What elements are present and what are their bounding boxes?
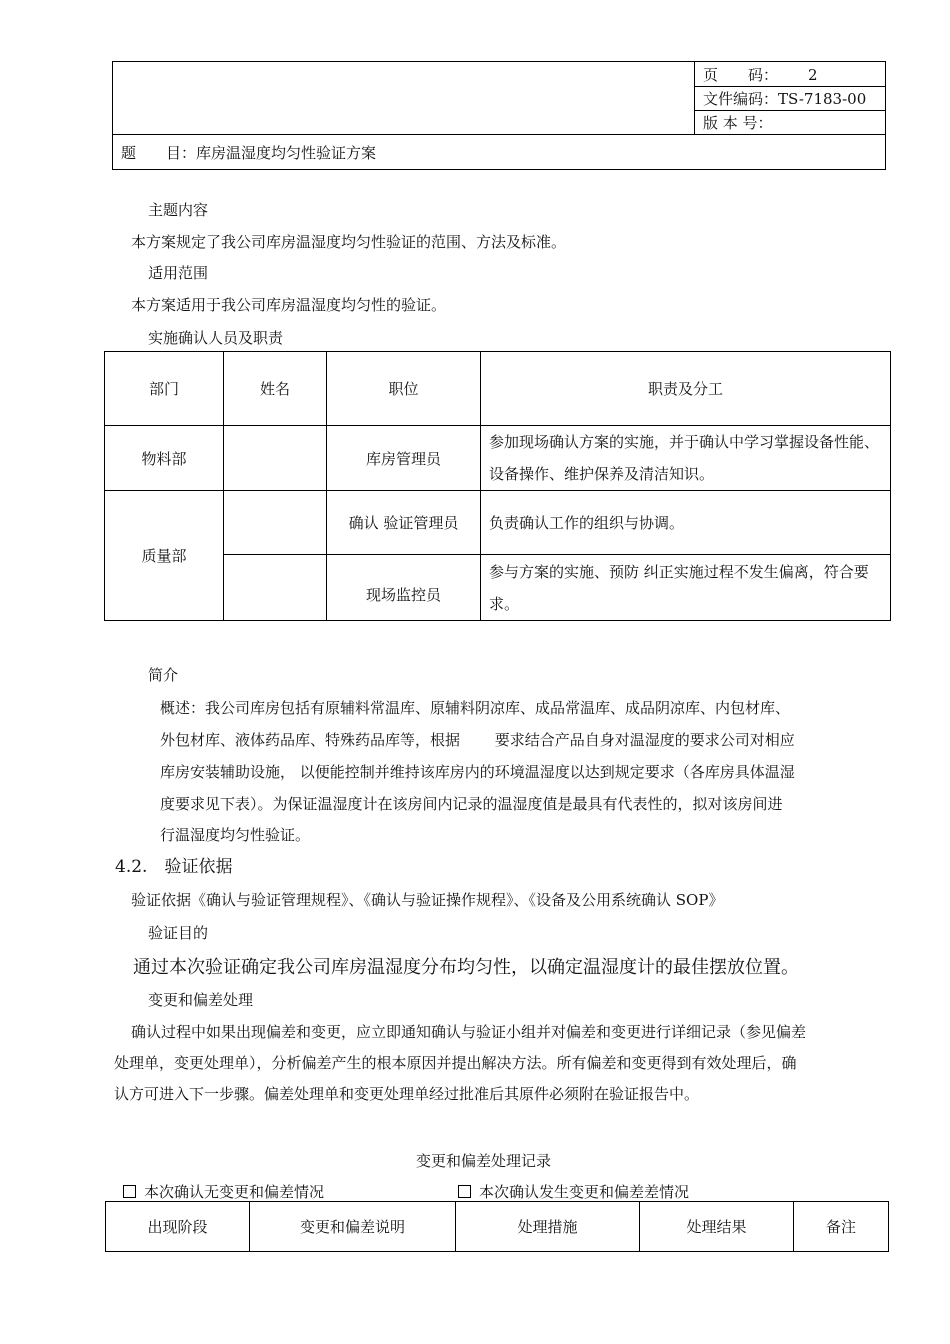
page-number-cell [695, 62, 886, 87]
record-title: 变更和偏差处理记录 [416, 1152, 552, 1170]
table-header-row [106, 1202, 889, 1252]
cell-position: 确认 验证管理员 [327, 491, 481, 555]
document-title: 库房温湿度均匀性验证方案 [196, 143, 377, 162]
table-row [105, 491, 891, 555]
col-header-duty: 职责及分工 [481, 352, 891, 426]
section-scope-heading: 适用范围 [148, 264, 209, 282]
change-paragraph-line: 确认过程中如果出现偏差和变更，应立即通知确认与验证小组并对偏差和变更进行详细记录（参见偏差 [131, 1023, 807, 1041]
col-header-measures: 处理措施 [456, 1202, 640, 1252]
section-subject-heading: 主题内容 [148, 201, 209, 219]
cell-name [224, 491, 327, 555]
option-no-change[interactable] [123, 1181, 324, 1202]
intro-line: 度要求见下表）。为保证温湿度计在该房间内记录的温湿度值是最具有代表性的，拟对该房间进 [160, 795, 783, 813]
section-purpose-body: 通过本次验证确定我公司库房温湿度分布均匀性，以确定温湿度计的最佳摆放位置。 [133, 957, 799, 978]
personnel-table [104, 351, 891, 621]
col-header-stage: 出现阶段 [106, 1202, 250, 1252]
checkbox-icon[interactable] [123, 1185, 136, 1198]
doc-code-cell [695, 87, 886, 111]
col-header-result: 处理结果 [640, 1202, 794, 1252]
page-number-value: 2 [808, 65, 818, 84]
cell-dept: 质量部 [105, 491, 224, 621]
version-cell [695, 111, 886, 135]
table-row [105, 426, 891, 491]
intro-line: 库房安装辅助设施， 以便能控制并维持该库房内的环境温湿度以达到规定要求（各库房具体温湿 [160, 763, 795, 781]
section-basis-body: 验证依据《确认与验证管理规程》、《确认与验证操作规程》、《设备及公用系统确认 SOP》 [131, 891, 724, 909]
col-header-dept: 部门 [105, 352, 224, 426]
section-intro-heading: 简介 [148, 666, 179, 684]
section-scope-body: 本方案适用于我公司库房温湿度均匀性的验证。 [131, 296, 447, 314]
cell-duty: 参加现场确认方案的实施，并于确认中学习掌握设备性能、设备操作、维护保养及清洁知识。 [481, 426, 891, 491]
option-no-change-label: 本次确认无变更和偏差情况 [144, 1183, 325, 1201]
document-header [112, 61, 886, 170]
section-purpose-heading: 验证目的 [148, 924, 209, 942]
cell-duty: 负责确认工作的组织与协调。 [481, 491, 891, 555]
version-label: 版 本 号： [703, 114, 773, 132]
intro-line: 行温湿度均匀性验证。 [160, 826, 311, 844]
option-has-change[interactable] [458, 1181, 689, 1202]
title-label: 题 目： [121, 143, 197, 162]
section-basis-heading: 4.2. 验证依据 [115, 857, 233, 877]
record-table [105, 1201, 889, 1252]
cell-position: 库房管理员 [327, 426, 481, 491]
title-cell [113, 135, 886, 170]
cell-name [224, 555, 327, 621]
change-paragraph-line: 处理单，变更处理单），分析偏差产生的根本原因并提出解决方法。所有偏差和变更得到有效处理后，确 [114, 1054, 797, 1072]
change-paragraph-line: 认方可进入下一步骤。偏差处理单和变更处理单经过批准后其原件必须附在验证报告中。 [114, 1085, 700, 1103]
intro-line: 外包材库、液体药品库、特殊药品库等，根据 要求结合产品自身对温湿度的要求公司对相应 [160, 731, 795, 749]
page-number-label: 页 码： [703, 65, 779, 84]
table-header-row [105, 352, 891, 426]
col-header-remarks: 备注 [794, 1202, 889, 1252]
section-subject-body: 本方案规定了我公司库房温湿度均匀性验证的范围、方法及标准。 [131, 233, 567, 251]
cell-duty: 参与方案的实施、预防 纠正实施过程不发生偏离，符合要求。 [481, 555, 891, 621]
header-blank-area [113, 62, 695, 135]
intro-line: 概述：我公司库房包括有原辅料常温库、原辅料阴凉库、成品常温库、成品阴凉库、内包材库、 [160, 699, 791, 717]
cell-dept: 物料部 [105, 426, 224, 491]
doc-code-label: 文件编码： [703, 90, 779, 108]
col-header-description: 变更和偏差说明 [250, 1202, 456, 1252]
cell-position: 现场监控员 [327, 555, 481, 621]
section-personnel-heading: 实施确认人员及职责 [148, 329, 284, 347]
cell-name [224, 426, 327, 491]
doc-code-value: TS-7183-00 [778, 90, 867, 108]
checkbox-icon[interactable] [458, 1185, 471, 1198]
section-change-heading: 变更和偏差处理 [148, 991, 254, 1009]
option-has-change-label: 本次确认发生变更和偏差差情况 [479, 1183, 690, 1201]
col-header-name: 姓名 [224, 352, 327, 426]
col-header-position: 职位 [327, 352, 481, 426]
